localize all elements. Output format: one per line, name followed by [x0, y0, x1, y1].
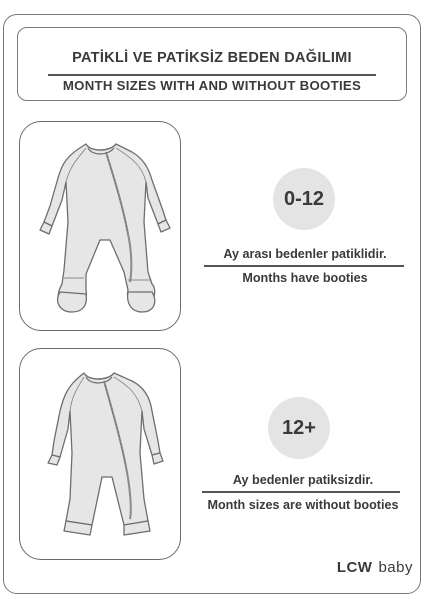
title-english: MONTH SIZES WITH AND WITHOUT BOOTIES — [62, 78, 362, 93]
brand-name: LCW — [336, 559, 373, 576]
section1-divider — [204, 265, 404, 267]
size-range-badge-0-12: 0-12 — [273, 168, 335, 230]
footless-romper-illustration — [20, 349, 182, 561]
section2-text-turkish: Ay bedenler patiksizdir. — [232, 473, 374, 487]
title-turkish: PATİKLİ VE PATİKSİZ BEDEN DAĞILIMI — [72, 50, 352, 66]
section1-text-english: Months have booties — [242, 271, 368, 285]
section2-text-english: Month sizes are without booties — [207, 498, 399, 512]
footless-romper-card — [19, 348, 181, 560]
brand-logo — [337, 559, 413, 576]
footed-romper-card — [19, 121, 181, 331]
size-range-badge-12-plus: 12+ — [268, 397, 330, 459]
section1-text-turkish: Ay arası bedenler patiklidir. — [223, 247, 387, 261]
title-box — [17, 27, 407, 101]
title-divider — [48, 74, 376, 76]
section2-divider — [202, 491, 400, 493]
footed-romper-illustration — [20, 122, 182, 332]
brand-sub: baby — [378, 559, 413, 576]
